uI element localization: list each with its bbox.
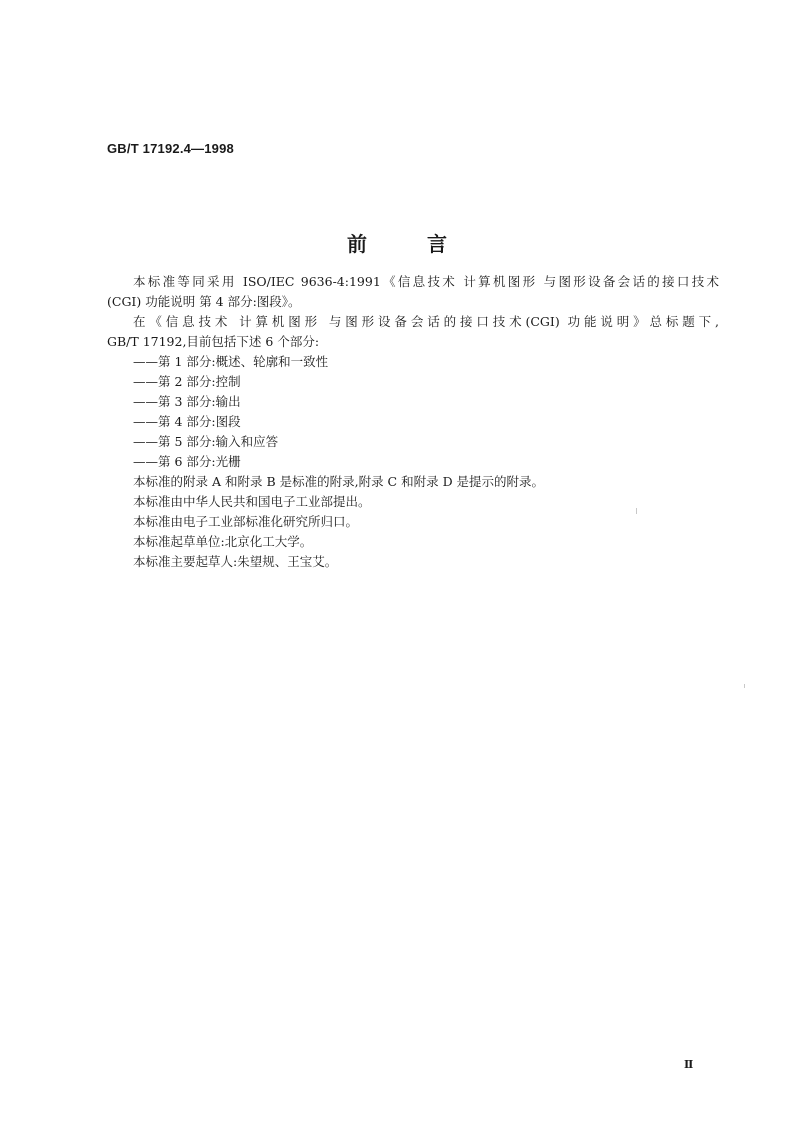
scan-speck <box>636 508 637 514</box>
paragraph-line: (CGI) 功能说明 第 4 部分:图段》。 <box>107 294 301 309</box>
preface-body <box>107 272 719 572</box>
list-item: ——第 5 部分:输入和应答 <box>133 434 279 449</box>
paragraph-line: 在《信息技术 计算机图形 与图形设备会话的接口技术(CGI) 功能说明》总标题下, <box>133 314 719 329</box>
list-item: ——第 4 部分:图段 <box>133 414 241 429</box>
list-item: ——第 3 部分:输出 <box>133 394 241 409</box>
list-item: ——第 2 部分:控制 <box>133 374 241 389</box>
paragraph-line: 本标准主要起草人:朱望规、王宝艾。 <box>133 554 338 569</box>
paragraph-line: 本标准起草单位:北京化工大学。 <box>133 534 313 549</box>
paragraph-line: 本标准等同采用 ISO/IEC 9636-4:1991《信息技术 计算机图形 与图形设备会话的接口技术 <box>133 274 719 289</box>
list-item: ——第 1 部分:概述、轮廓和一致性 <box>133 354 329 369</box>
paragraph-line: GB/T 17192,目前包括下述 6 个部分: <box>107 334 320 349</box>
page-title: 前言 <box>347 232 507 256</box>
paragraph-line: 本标准的附录 A 和附录 B 是标准的附录,附录 C 和附录 D 是提示的附录。 <box>133 474 545 489</box>
scan-speck <box>744 684 745 688</box>
standard-code: GB/T 17192.4—1998 <box>107 141 234 156</box>
page-number: Ⅱ <box>684 1058 694 1071</box>
list-item: ——第 6 部分:光栅 <box>133 454 241 469</box>
paragraph-line: 本标准由电子工业部标准化研究所归口。 <box>133 514 359 529</box>
paragraph-line: 本标准由中华人民共和国电子工业部提出。 <box>133 494 371 509</box>
